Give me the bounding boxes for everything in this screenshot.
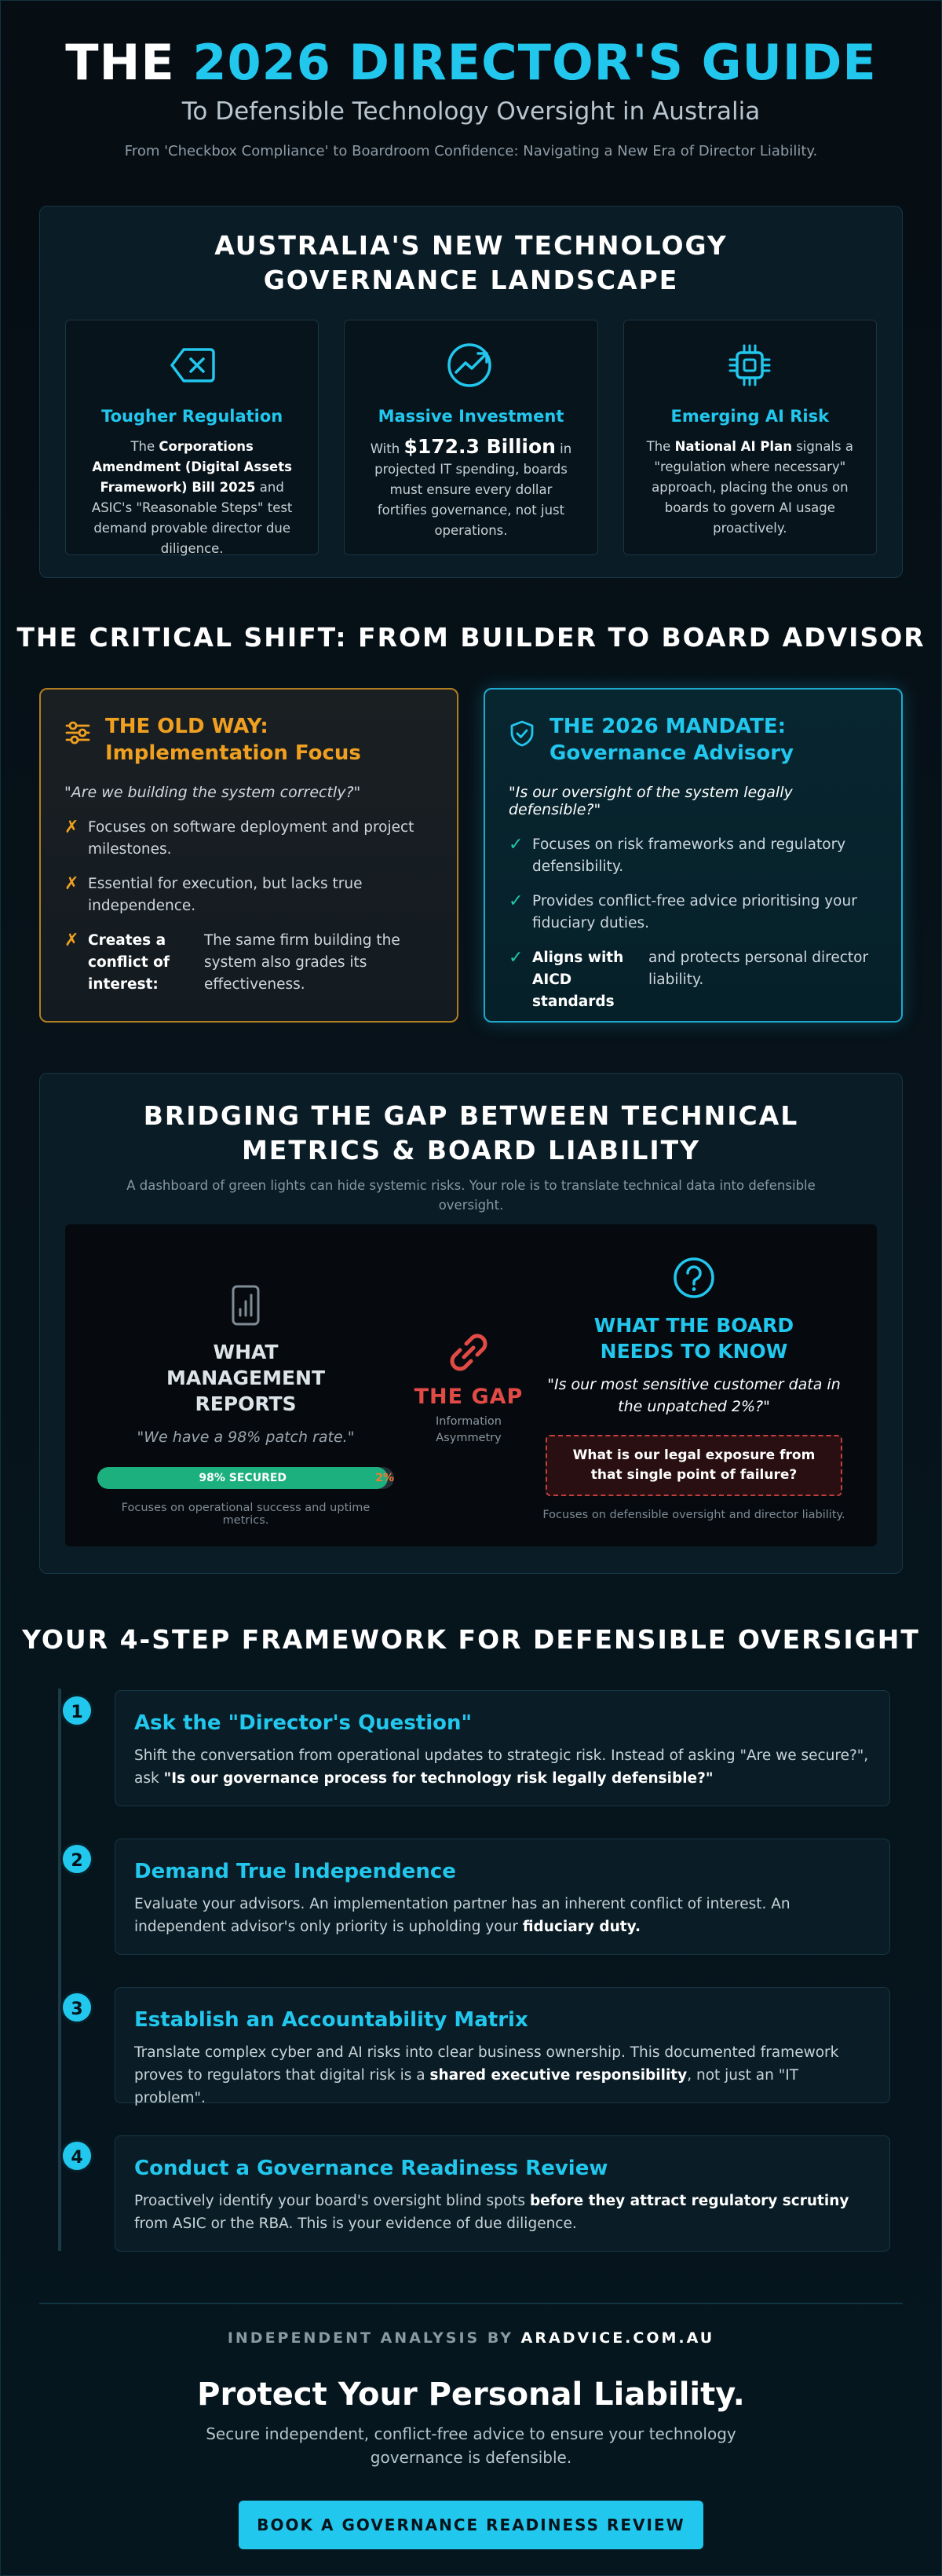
step-body: Shift the conversation from operational updates to strategic risk. Instead of asking "Are we secure?", ask "Is our governance process for technology risk legally defensible?": [134, 1747, 869, 1787]
gap-section-title: BRIDGING THE GAP BETWEEN TECHNICAL METRICS & BOARD LIABILITY: [143, 1100, 799, 1165]
step-number-badge: 1: [60, 1694, 93, 1727]
step-number-badge: 2: [60, 1842, 93, 1875]
board-quote: "Is our most sensitive customer data in the unpatched 2%?": [547, 1376, 841, 1415]
check-icon: ✓: [509, 891, 524, 911]
card-title: Tougher Regulation: [101, 407, 283, 426]
footer-divider: [39, 2303, 903, 2304]
new-mandate-quote: "Is our oversight of the system legally defensible?": [509, 784, 793, 818]
timeline-line: [58, 1689, 61, 2251]
comparison-dashboard: [65, 1224, 877, 1546]
question-circle-icon: [541, 1256, 847, 1303]
gap-section-subtitle: A dashboard of green lights can hide systemic risks. Your role is to translate technical data into defensible oversight.: [126, 1178, 816, 1213]
new-mandate-list: [509, 834, 878, 1013]
check-icon: ✓: [509, 948, 524, 968]
page-footer: [0, 2329, 942, 2549]
new-mandate-card: [484, 688, 903, 1023]
shift-title: THE CRITICAL SHIFT: FROM BUILDER TO BOARD ADVISOR: [16, 622, 926, 653]
gap-section: [39, 1073, 903, 1574]
cross-icon: ✗: [64, 931, 79, 950]
title-highlight: 2026 DIRECTOR'S GUIDE: [192, 34, 877, 91]
list-item: ✓ Focuses on risk frameworks and regulatory defensibility.: [509, 834, 878, 878]
phone-chart-icon: [97, 1284, 395, 1330]
broken-link-icon: [403, 1328, 535, 1380]
shield-check-icon: [509, 719, 537, 751]
landscape-section: [39, 206, 903, 578]
old-way-list: [64, 817, 433, 996]
card-title: Emerging AI Risk: [670, 407, 830, 426]
landscape-card-regulation: [65, 320, 319, 555]
board-title: WHAT THE BOARD NEEDS TO KNOW: [593, 1314, 794, 1363]
list-item: ✗ Essential for execution, but lacks true independence.: [64, 873, 433, 917]
gap-title: THE GAP: [414, 1385, 524, 1409]
framework-step-1: [115, 1690, 890, 1806]
step-title: Demand True Independence: [134, 1860, 456, 1883]
management-column: [97, 1284, 395, 1527]
landscape-card-ai: [623, 320, 877, 555]
card-title: Massive Investment: [378, 407, 564, 426]
cross-icon: ✗: [64, 818, 79, 837]
card-body: The Corporations Amendment (Digital Assets Framework) Bill 2025 and ASIC's "Reasonable Steps" test demand provable director due diligence.: [91, 439, 293, 556]
old-way-quote: "Are we building the system correctly?": [64, 784, 361, 801]
title-prefix: THE: [65, 34, 193, 91]
framework-step-3: [115, 1987, 890, 2106]
list-item: ✗ Creates a conflict of interest: The same firm building the system also grades its effectiveness.: [64, 930, 433, 996]
backspace-icon: [86, 339, 298, 391]
card-body: With $172.3 Billion in projected IT spending, boards must ensure every dollar fortifies governance, not just operations.: [370, 435, 572, 538]
footer-subtitle: Secure independent, conflict-free advice to ensure your technology governance is defensible.: [206, 2424, 736, 2467]
sliders-icon: [64, 719, 93, 749]
page-tagline: From 'Checkbox Compliance' to Boardroom Confidence: Navigating a New Era of Director Liability.: [124, 143, 818, 159]
old-way-card: [39, 688, 458, 1023]
chip-icon: [644, 339, 856, 391]
patch-progress-bar: [97, 1467, 394, 1489]
footer-title: Protect Your Personal Liability.: [197, 2377, 745, 2413]
progress-remainder: 2%: [375, 1472, 394, 1484]
independent-analysis-line: INDEPENDENT ANALYSIS BY ARADVICE.COM.AU: [227, 2329, 715, 2347]
gap-subtitle: Information Asymmetry: [436, 1415, 502, 1444]
management-quote: "We have a 98% patch rate.": [137, 1429, 355, 1446]
step-title: Conduct a Governance Readiness Review: [134, 2157, 608, 2180]
step-body: Translate complex cyber and AI risks into clear business ownership. This documented framework proves to regulators that digital risk is a shared executive responsibility, not just an "IT problem".: [134, 2044, 839, 2106]
landscape-cards: [65, 320, 877, 555]
landscape-title: AUSTRALIA'S NEW TECHNOLOGY GOVERNANCE LANDSCAPE: [214, 230, 728, 295]
board-column: [541, 1256, 847, 1521]
management-footnote: Focuses on operational success and uptime metrics.: [121, 1502, 371, 1527]
step-number-badge: 3: [60, 1991, 93, 2024]
check-icon: ✓: [509, 835, 524, 854]
board-footnote: Focuses on defensible oversight and director liability.: [542, 1509, 845, 1521]
chart-growth-icon: [365, 339, 576, 391]
framework-title: YOUR 4-STEP FRAMEWORK FOR DEFENSIBLE OVERSIGHT: [22, 1624, 920, 1655]
step-body: Evaluate your advisors. An implementation partner has an inherent conflict of interest. An independent advisor's only priority is upholding your fiduciary duty.: [134, 1896, 790, 1935]
landscape-card-investment: [344, 320, 597, 555]
gap-column: [403, 1328, 535, 1447]
list-item: ✗ Focuses on software deployment and project milestones.: [64, 817, 433, 861]
step-title: Establish an Accountability Matrix: [134, 2008, 528, 2032]
new-mandate-title: THE 2026 MANDATE: Governance Advisory: [550, 715, 794, 765]
step-body: Proactively identify your board's oversight blind spots before they attract regulatory scrutiny from ASIC or the RBA. This is your evidence of due diligence.: [134, 2193, 849, 2232]
legal-exposure-alert: What is our legal exposure from that single point of failure?: [546, 1435, 842, 1496]
site-name: ARADVICE.COM.AU: [520, 2329, 715, 2347]
step-number-badge: 4: [60, 2139, 93, 2172]
management-title: WHAT MANAGEMENT REPORTS: [166, 1341, 326, 1415]
list-item: ✓ Provides conflict-free advice prioritising your fiduciary duties.: [509, 891, 878, 935]
page-subtitle: To Defensible Technology Oversight in Australia: [181, 97, 761, 126]
card-body: The National AI Plan signals a "regulation where necessary" approach, placing the onus on boards to govern AI usage proactively.: [646, 439, 853, 536]
framework-step-4: [115, 2135, 890, 2252]
progress-fill: 98% SECURED: [97, 1467, 388, 1489]
step-title: Ask the "Director's Question": [134, 1711, 473, 1735]
book-review-button[interactable]: BOOK A GOVERNANCE READINESS REVIEW: [239, 2501, 703, 2549]
old-way-title: THE OLD WAY: Implementation Focus: [105, 715, 361, 765]
list-item: ✓ Aligns with AICD standards and protects personal director liability.: [509, 947, 878, 1013]
framework-step-2: [115, 1839, 890, 1955]
cross-icon: ✗: [64, 874, 79, 894]
page-header: [0, 31, 942, 159]
page-title: [0, 31, 942, 94]
